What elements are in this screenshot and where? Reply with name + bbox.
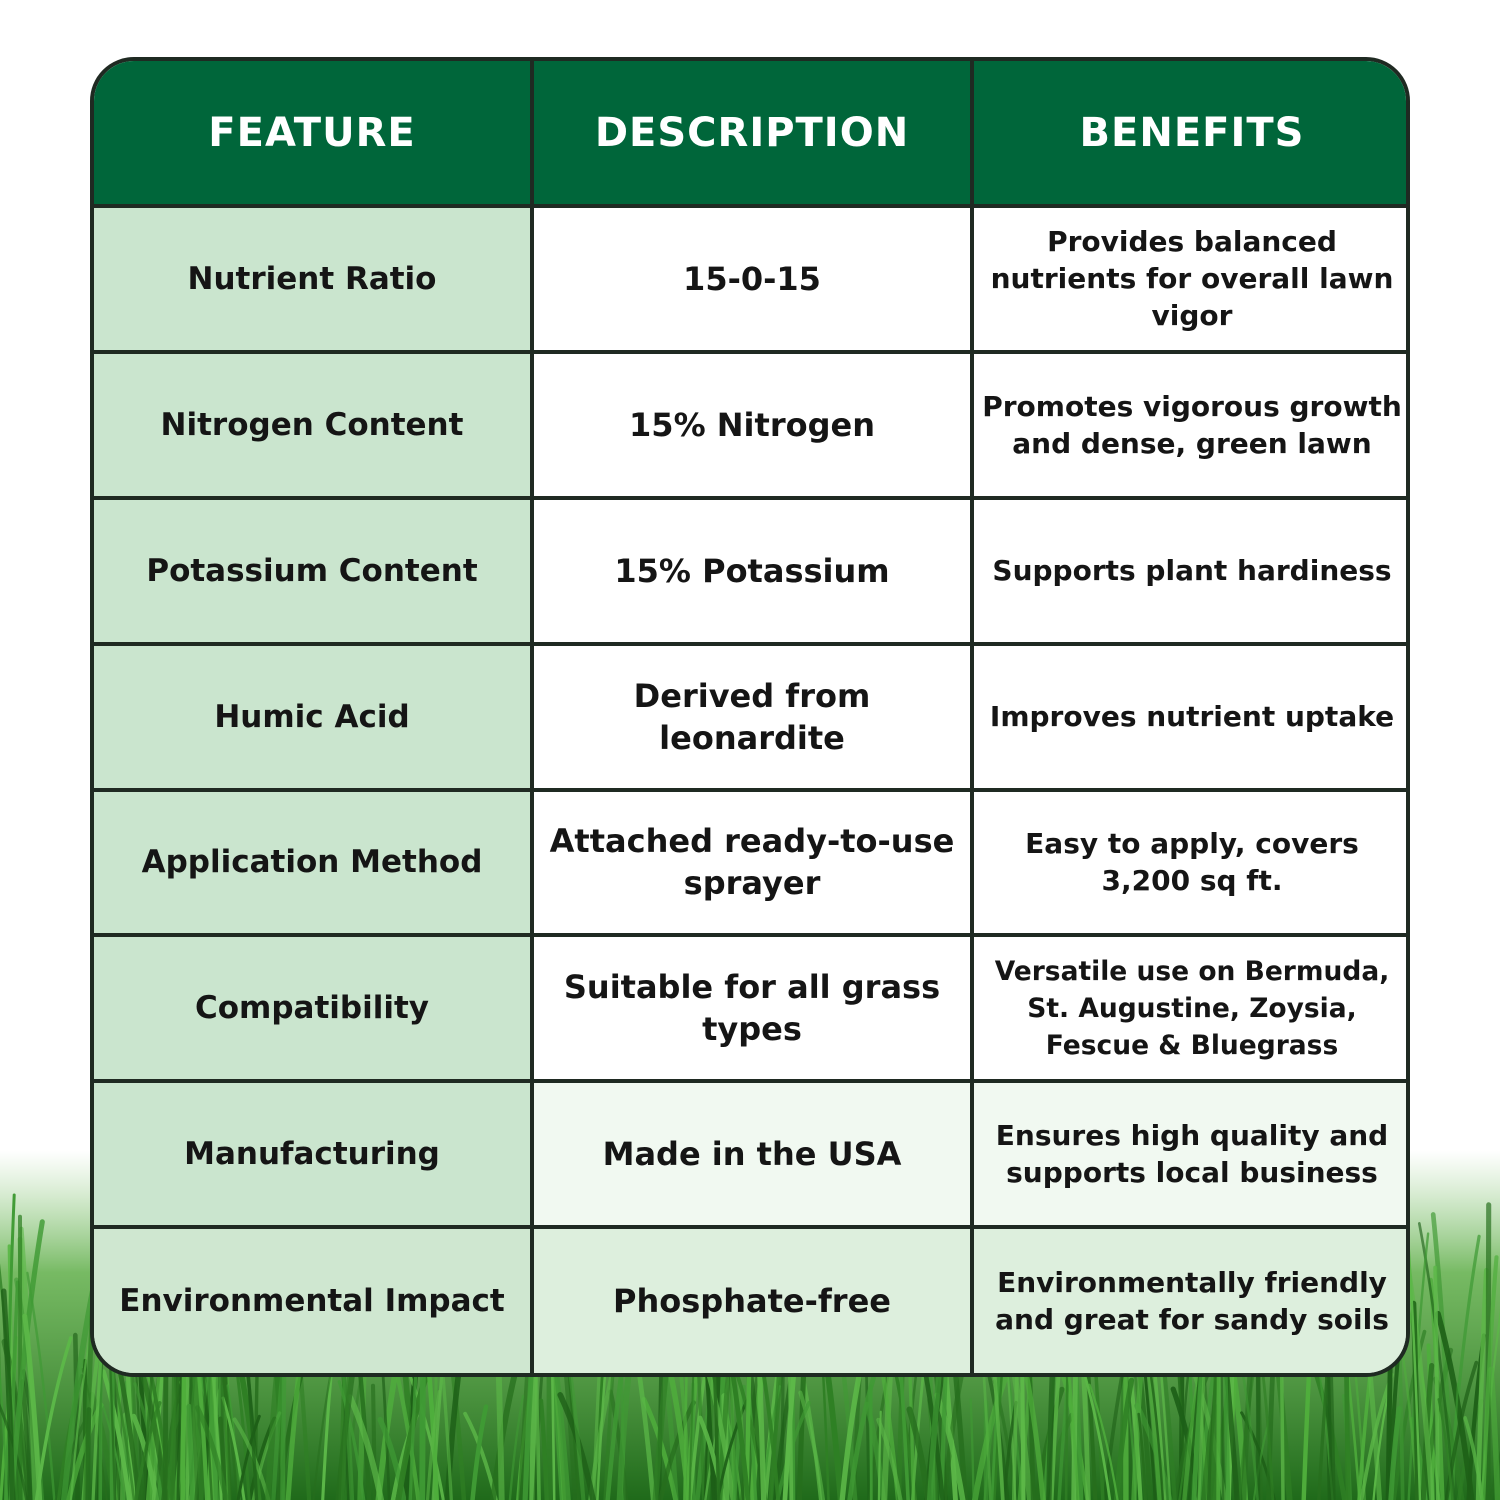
description-cell: Made in the USA: [532, 1081, 972, 1227]
comparison-table-container: [90, 57, 1410, 1377]
description-cell: 15-0-15: [532, 206, 972, 352]
table-row: [94, 935, 1410, 1081]
description-cell: Suitable for all grass types: [532, 935, 972, 1081]
feature-cell: Nitrogen Content: [94, 352, 532, 498]
description-cell: Derived from leonardite: [532, 644, 972, 790]
description-cell: Phosphate-free: [532, 1227, 972, 1373]
feature-cell: Environmental Impact: [94, 1227, 532, 1373]
header-description: DESCRIPTION: [532, 61, 972, 206]
benefits-cell: Easy to apply, covers 3,200 sq ft.: [972, 790, 1410, 936]
benefits-cell: Environmentally friendly and great for sandy soils: [972, 1227, 1410, 1373]
feature-cell: Manufacturing: [94, 1081, 532, 1227]
table-row: [94, 790, 1410, 936]
header-benefits: BENEFITS: [972, 61, 1410, 206]
feature-cell: Compatibility: [94, 935, 532, 1081]
benefits-cell: Promotes vigorous growth and dense, green lawn: [972, 352, 1410, 498]
table-row: [94, 1227, 1410, 1373]
description-cell: 15% Potassium: [532, 498, 972, 644]
grass-blade: [88, 1410, 89, 1500]
benefits-cell: Versatile use on Bermuda, St. Augustine, Zoysia, Fescue & Bluegrass: [972, 935, 1410, 1081]
header-feature: FEATURE: [94, 61, 532, 206]
description-cell: 15% Nitrogen: [532, 352, 972, 498]
feature-cell: Humic Acid: [94, 644, 532, 790]
table-row: [94, 352, 1410, 498]
feature-cell: Application Method: [94, 790, 532, 936]
grass-blade: [373, 1386, 375, 1500]
feature-cell: Nutrient Ratio: [94, 206, 532, 352]
table-row: [94, 206, 1410, 352]
table-row: [94, 1081, 1410, 1227]
feature-table: [94, 61, 1410, 1373]
feature-cell: Potassium Content: [94, 498, 532, 644]
table-header-row: [94, 61, 1410, 206]
table-row: [94, 498, 1410, 644]
description-cell: Attached ready-to-use sprayer: [532, 790, 972, 936]
benefits-cell: Provides balanced nutrients for overall lawn vigor: [972, 206, 1410, 352]
table-row: [94, 644, 1410, 790]
benefits-cell: Supports plant hardiness: [972, 498, 1410, 644]
benefits-cell: Improves nutrient uptake: [972, 644, 1410, 790]
benefits-cell: Ensures high quality and supports local business: [972, 1081, 1410, 1227]
